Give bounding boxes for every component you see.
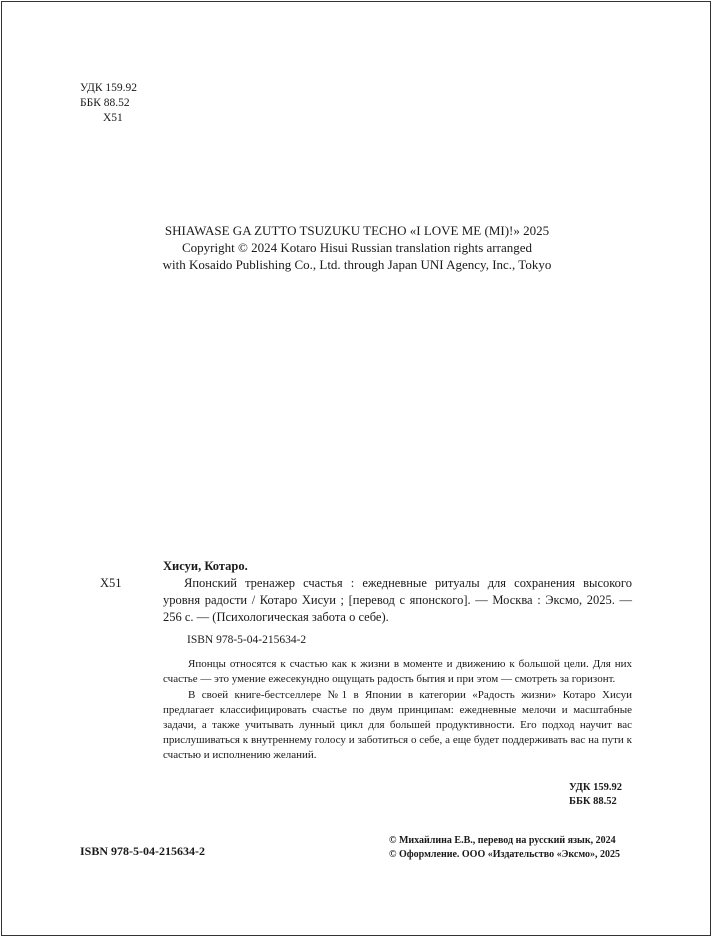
author-sign-code: Х51 — [103, 112, 123, 124]
copyright-line-1: SHIAWASE GA ZUTTO TSUZUKU TECHO «I LOVE ME (MI)!» 2025 — [164, 223, 550, 238]
annotation-paragraph-2: В своей книге-бестселлере №1 в Японии в категории «Радость жизни» Котаро Хисуи предлагает классифицировать счастье по двум принципам: ежедневные мелочи и масштабные задачи, а также учитывать лунный цикл для большей продуктивности. Его подход научит вас прислушиваться к внутреннему голосу и заботиться о себе, а еще будет поддерживать вас на пути к счастью и исполнению желаний. — [163, 689, 632, 761]
copyright-block — [0, 222, 714, 273]
design-credit: © Оформление. ООО «Издательство «Эксмо», 2025 — [389, 849, 620, 860]
bibliographic-record — [92, 558, 632, 649]
copyright-line-2: Copyright © 2024 Kotaro Hisui Russian translation rights arranged — [182, 240, 532, 255]
record-author: Хисуи, Котаро. — [163, 559, 248, 573]
record-code: Х51 — [100, 576, 122, 590]
classification-bottom — [569, 781, 622, 809]
footer-isbn: ISBN 978-5-04-215634-2 — [80, 844, 205, 858]
record-isbn: ISBN 978-5-04-215634-2 — [187, 634, 307, 646]
bbk-code: ББК 88.52 — [80, 97, 130, 109]
record-entry — [100, 575, 632, 626]
footer-credits — [389, 834, 620, 862]
udk-code: УДК 159.92 — [80, 82, 137, 94]
record-description: Японский тренажер счастья : ежедневные ритуалы для сохранения высокого уровня радости / Котаро Хисуи ; [перевод с японского]. — Москва : Эксмо, 2025. — 256 с. — (Психологическая забота о себе). — [163, 576, 632, 624]
translation-credit: © Михайлина Е.В., перевод на русский язык, 2024 — [389, 835, 616, 846]
udk-code-bottom: УДК 159.92 — [569, 782, 622, 793]
copyright-line-3: with Kosaido Publishing Co., Ltd. through Japan UNI Agency, Inc., Tokyo — [162, 257, 552, 272]
annotation-paragraph-1: Японцы относятся к счастью как к жизни в моменте и движению к большой цели. Для них счастье — это умение ежесекундно ощущать радость бытия и при этом — смотреть за горизонт. — [163, 658, 632, 685]
annotation — [163, 657, 632, 763]
classification-block — [80, 81, 137, 126]
bbk-code-bottom: ББК 88.52 — [569, 796, 617, 807]
